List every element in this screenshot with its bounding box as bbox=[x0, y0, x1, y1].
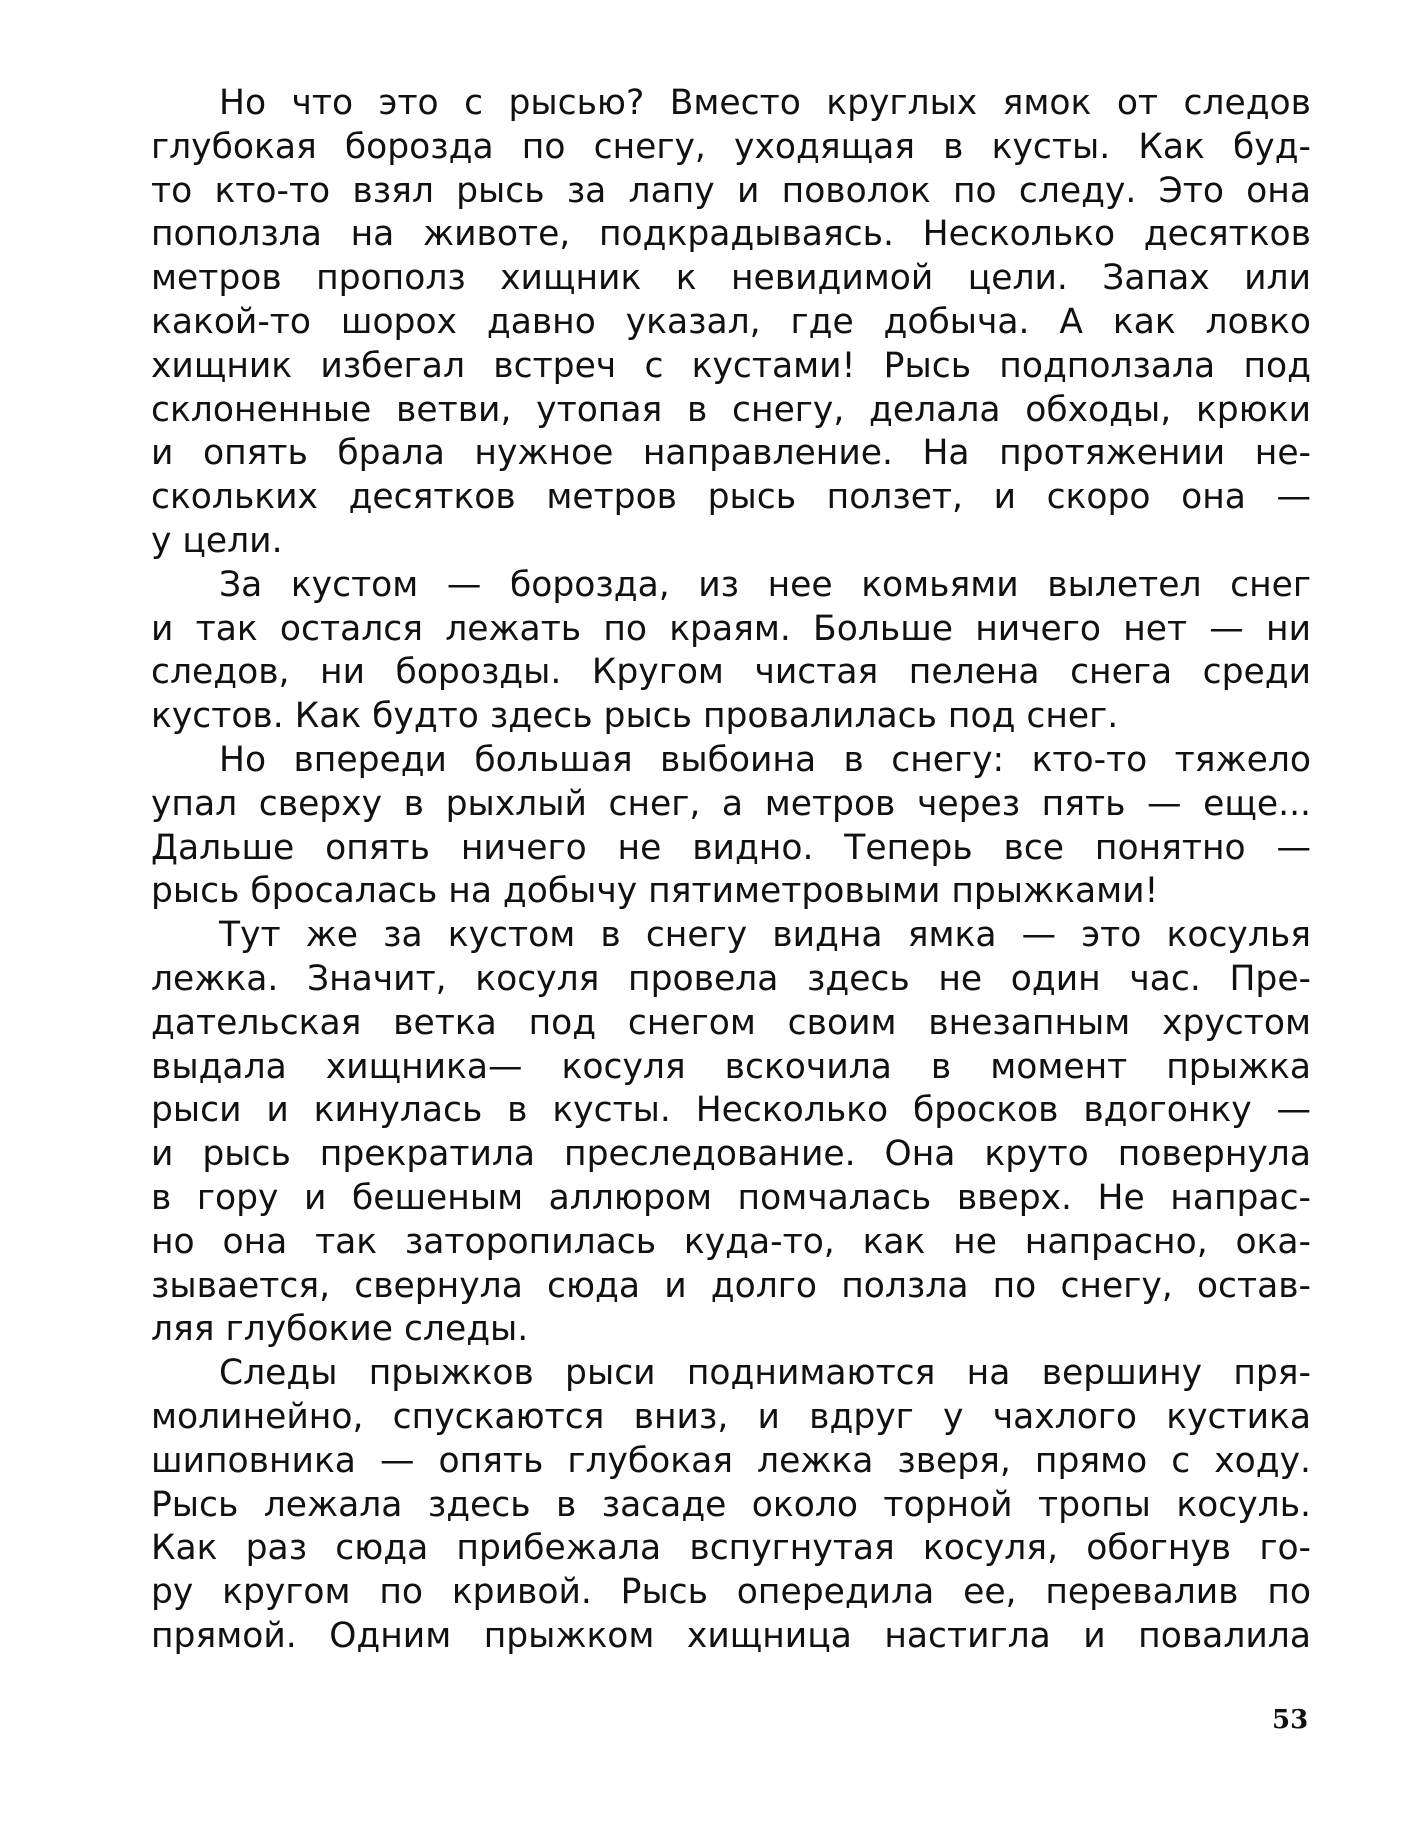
text-line: ляя глубокие следы. bbox=[151, 1309, 529, 1350]
text-line: выдала хищника— косуля вскочила в момент прыжка bbox=[151, 1046, 1311, 1087]
body-text bbox=[151, 82, 1311, 1659]
text-line: Но впереди большая выбоина в снегу: кто-то тяжело bbox=[219, 739, 1311, 780]
text-line: склоненные ветви, утопая в снегу, делала обходы, крюки bbox=[151, 389, 1311, 430]
page-number: 53 bbox=[1272, 1705, 1309, 1735]
text-line: Следы прыжков рыси поднимаются на вершину пря- bbox=[219, 1353, 1311, 1394]
text-line: у цели. bbox=[151, 520, 283, 561]
text-line: Но что это с рысью? Вместо круглых ямок от следов bbox=[219, 83, 1311, 123]
text-line: зывается, свернула сюда и долго ползла по снегу, остав- bbox=[151, 1265, 1311, 1306]
text-line: кустов. Как будто здесь рысь провалилась под снег. bbox=[151, 696, 1119, 737]
text-line: то кто-то взял рысь за лапу и поволок по следу. Это она bbox=[151, 170, 1311, 211]
text-line: и рысь прекратила преследование. Она круто повернула bbox=[151, 1134, 1311, 1175]
text-line: Тут же за кустом в снегу видна ямка — это косулья bbox=[219, 915, 1311, 956]
text-line: следов, ни борозды. Кругом чистая пелена снега среди bbox=[151, 652, 1311, 693]
text-line: в гору и бешеным аллюром помчалась вверх. Не напрас- bbox=[151, 1177, 1311, 1218]
text-line: шиповника — опять глубокая лежка зверя, прямо с ходу. bbox=[151, 1440, 1311, 1481]
text-line: скольких десятков метров рысь ползет, и скоро она — bbox=[151, 477, 1311, 518]
text-line: хищник избегал встреч с кустами! Рысь подползала под bbox=[151, 345, 1311, 386]
text-line: какой-то шорох давно указал, где добыча. А как ловко bbox=[151, 301, 1311, 342]
text-line: лежка. Значит, косуля провела здесь не один час. Пре- bbox=[151, 958, 1311, 999]
text-line: Дальше опять ничего не видно. Теперь все понятно — bbox=[151, 827, 1311, 868]
text-line: и так остался лежать по краям. Больше ничего нет — ни bbox=[151, 608, 1311, 649]
text-line: поползла на животе, подкрадываясь. Несколько десятков bbox=[151, 214, 1311, 255]
text-line: прямой. Одним прыжком хищница настигла и повалила bbox=[151, 1615, 1311, 1656]
text-line: рысь бросалась на добычу пятиметровыми прыжками! bbox=[151, 871, 1159, 912]
text-line: но она так заторопилась куда-то, как не напрасно, ока- bbox=[151, 1221, 1311, 1262]
text-line: упал сверху в рыхлый снег, а метров через пять — еще... bbox=[151, 783, 1311, 824]
text-line: метров прополз хищник к невидимой цели. Запах или bbox=[151, 258, 1311, 299]
text-line: дательская ветка под снегом своим внезапным хрустом bbox=[151, 1002, 1311, 1043]
text-line: молинейно, спускаются вниз, и вдруг у чахлого кустика bbox=[151, 1396, 1311, 1437]
text-line: глубокая борозда по снегу, уходящая в кусты. Как буд- bbox=[151, 126, 1311, 167]
text-line: За кустом — борозда, из нее комьями вылетел снег bbox=[219, 564, 1311, 605]
text-line: и опять брала нужное направление. На протяжении не- bbox=[151, 433, 1311, 474]
text-line: ру кругом по кривой. Рысь опередила ее, перевалив по bbox=[151, 1572, 1311, 1613]
text-line: Как раз сюда прибежала вспугнутая косуля, обогнув го- bbox=[151, 1528, 1311, 1569]
text-line: Рысь лежала здесь в засаде около торной тропы косуль. bbox=[151, 1484, 1311, 1525]
text-line: рыси и кинулась в кусты. Несколько бросков вдогонку — bbox=[151, 1090, 1311, 1131]
